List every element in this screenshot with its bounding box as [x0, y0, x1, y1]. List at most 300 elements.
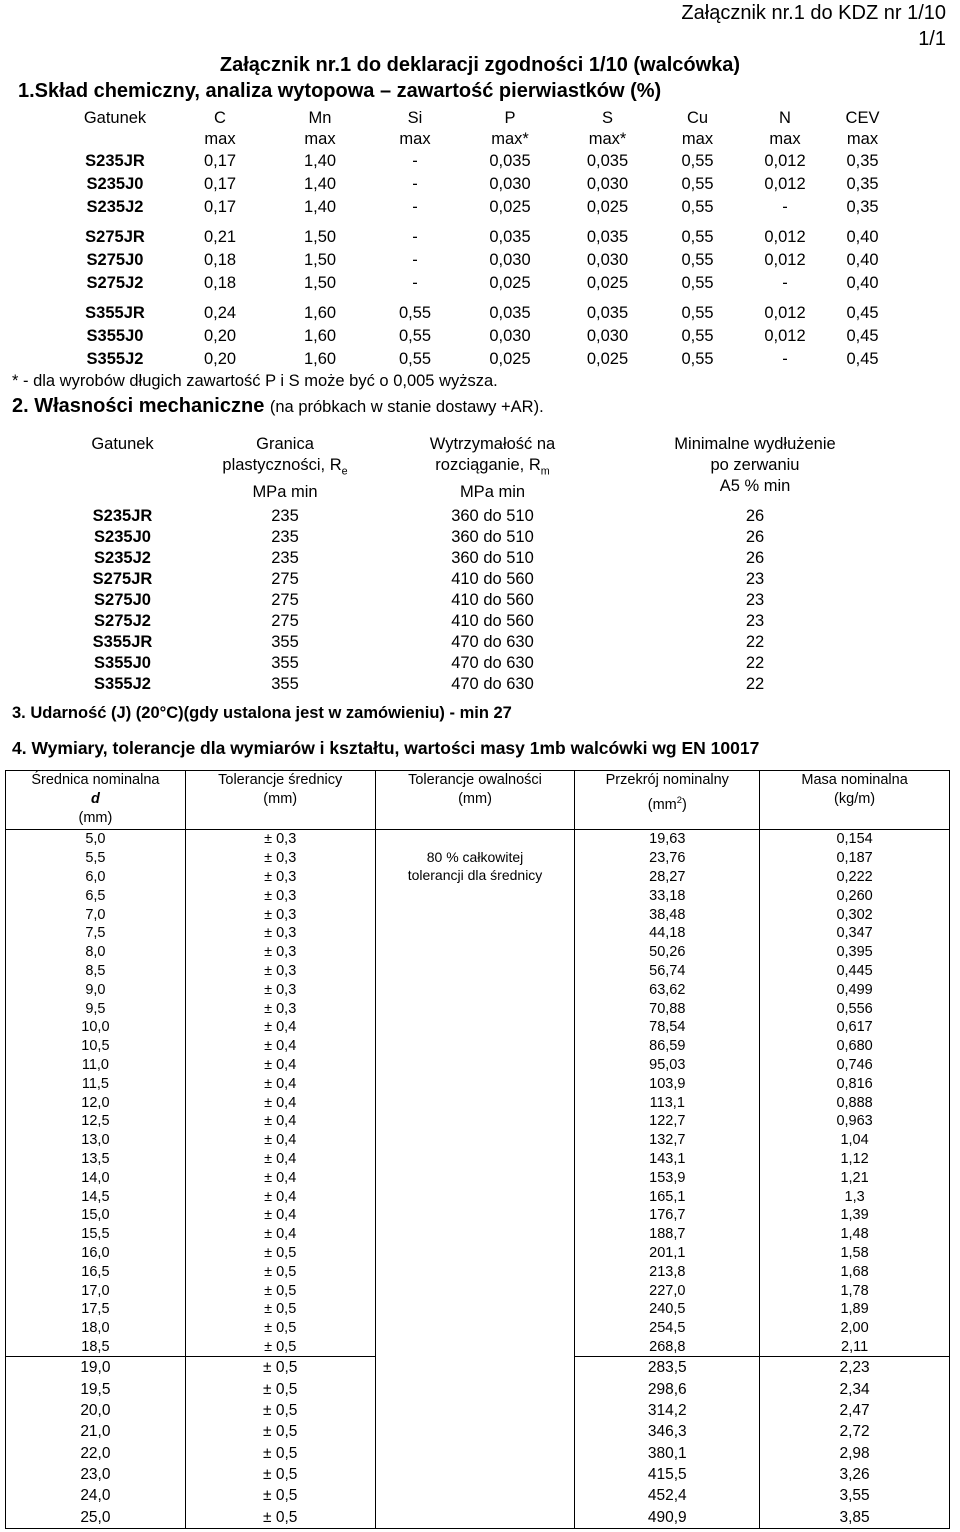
mech-value-cell: 23 [745, 612, 765, 630]
dim-section-cell: 23,76 [575, 849, 760, 868]
dim-header-line: Tolerancje owalności [408, 772, 542, 788]
mech-value-cell: 235 [271, 507, 299, 525]
dim-section-cell: 78,54 [575, 1018, 760, 1037]
dim-tolerance-cell: ± 0,5 [185, 1485, 375, 1506]
subscript: m [540, 465, 550, 478]
chem-header-cell: C [214, 109, 226, 127]
mech-grade-cell: S235JR [92, 507, 153, 525]
chemical-note: * - dla wyrobów długich zawartość P i S może być o 0,005 wyższa. [12, 372, 498, 390]
document-title: Załącznik nr.1 do deklaracji zgodności 1/10 (walcówka) [219, 54, 741, 76]
chem-header-cell: P [504, 109, 516, 127]
dim-diameter-cell: 16,5 [6, 1262, 186, 1281]
chem-value-cell: - [412, 251, 418, 269]
dim-section-cell: 103,9 [575, 1074, 760, 1093]
chem-value-cell: - [782, 198, 788, 216]
dim-diameter-cell: 13,0 [6, 1131, 186, 1150]
dim-section-cell: 298,6 [575, 1379, 760, 1400]
dim-tolerance-cell: ± 0,4 [185, 1168, 375, 1187]
mech-header-line: MPa min [459, 483, 526, 502]
section-1-title: 1.Skład chemiczny, analiza wytopowa – zawartość pierwiastków (%) [18, 80, 662, 102]
dim-diameter-cell: 5,5 [6, 849, 186, 868]
dim-diameter-cell: 18,5 [6, 1338, 186, 1357]
dim-diameter-cell: 12,5 [6, 1112, 186, 1131]
chem-value-cell: 0,17 [203, 198, 237, 216]
dim-tolerance-cell: ± 0,5 [185, 1244, 375, 1263]
dim-header-diameter [6, 771, 186, 830]
mech-value-cell: 275 [271, 591, 299, 609]
chem-value-cell: 1,40 [303, 152, 337, 170]
dim-header-line: (kg/m) [834, 791, 876, 807]
chem-header-row [60, 108, 895, 129]
dim-diameter-cell: 11,0 [6, 1056, 186, 1075]
dim-tolerance-cell: ± 0,4 [185, 1112, 375, 1131]
dim-mass-cell: 1,68 [760, 1262, 950, 1281]
dim-mass-cell: 2,11 [760, 1338, 950, 1357]
dim-section-cell: 188,7 [575, 1225, 760, 1244]
dim-mass-cell: 2,72 [760, 1421, 950, 1442]
dim-mass-cell: 0,963 [760, 1112, 950, 1131]
chem-value-cell: 0,55 [398, 350, 432, 368]
chem-subheader-cell: max [399, 130, 431, 148]
dim-diameter-cell: 6,5 [6, 886, 186, 905]
mech-value-cell: 23 [745, 570, 765, 588]
chem-value-cell: 0,40 [846, 274, 879, 292]
chem-value-cell: 0,18 [203, 274, 237, 292]
chem-grade-cell: S275JR [85, 228, 145, 246]
dim-diameter-cell: 8,0 [6, 943, 186, 962]
chem-header-cell: Si [407, 109, 423, 127]
ovality-note-line: tolerancji dla średnicy [407, 867, 543, 883]
chem-grade-cell: S355J0 [86, 327, 144, 345]
section-2-heading: 2. Własności mechaniczne [12, 395, 265, 417]
mech-row [55, 506, 905, 527]
dim-diameter-cell: 18,0 [6, 1319, 186, 1338]
dim-mass-cell: 3,55 [760, 1485, 950, 1506]
chem-value-cell: 0,55 [681, 251, 714, 269]
chem-value-cell: 0,030 [489, 327, 531, 345]
dim-tolerance-cell: ± 0,5 [185, 1357, 375, 1379]
chem-value-cell: 0,55 [681, 152, 714, 170]
dim-mass-cell: 1,3 [760, 1187, 950, 1206]
dim-section-cell: 86,59 [575, 1037, 760, 1056]
chem-row [60, 302, 895, 325]
dim-section-cell: 452,4 [575, 1485, 760, 1506]
dim-tolerance-cell: ± 0,5 [185, 1319, 375, 1338]
mech-value-cell: 26 [745, 507, 765, 525]
chem-value-cell: 0,012 [764, 175, 806, 193]
chem-value-cell: 1,50 [303, 228, 337, 246]
dim-diameter-cell: 14,0 [6, 1168, 186, 1187]
chem-value-cell: 0,012 [764, 228, 806, 246]
chem-value-cell: 0,55 [681, 350, 714, 368]
chem-value-cell: - [412, 274, 418, 292]
dim-mass-cell: 0,746 [760, 1056, 950, 1075]
dim-section-cell: 201,1 [575, 1244, 760, 1263]
dim-diameter-cell: 12,0 [6, 1093, 186, 1112]
chem-header-cell: S [601, 109, 613, 127]
mech-value-cell: 470 do 630 [451, 633, 534, 651]
dim-mass-cell: 2,34 [760, 1379, 950, 1400]
chem-header-cell: Gatunek [83, 109, 147, 127]
mech-header-line: Wytrzymałość na [429, 435, 556, 453]
mech-value-cell: 355 [271, 633, 299, 651]
chem-value-cell: 0,40 [846, 251, 879, 269]
dim-diameter-cell: 25,0 [6, 1506, 186, 1528]
dim-diameter-cell: 6,0 [6, 868, 186, 887]
chem-value-cell: 1,50 [303, 274, 337, 292]
dim-section-cell: 95,03 [575, 1056, 760, 1075]
dim-section-cell: 153,9 [575, 1168, 760, 1187]
chem-value-cell: 0,35 [846, 198, 879, 216]
dim-mass-cell: 1,12 [760, 1150, 950, 1169]
dim-tolerance-cell: ± 0,5 [185, 1379, 375, 1400]
dim-section-cell: 380,1 [575, 1443, 760, 1464]
dim-header-line: Przekrój nominalny [605, 772, 729, 788]
chem-value-cell: 0,035 [489, 304, 531, 322]
dim-diameter-cell: 16,0 [6, 1244, 186, 1263]
mech-header-line: plastyczności, $R_e$ [222, 456, 348, 478]
dim-mass-cell: 0,617 [760, 1018, 950, 1037]
mech-value-cell: 275 [271, 612, 299, 630]
chem-value-cell: 1,40 [303, 175, 337, 193]
dim-mass-cell: 1,58 [760, 1244, 950, 1263]
mech-grade-cell: S355JR [92, 633, 153, 651]
dim-diameter-cell: 11,5 [6, 1074, 186, 1093]
dim-tolerance-cell: ± 0,4 [185, 1206, 375, 1225]
mech-grade-cell: S235J0 [94, 528, 151, 546]
dim-section-cell: 28,27 [575, 868, 760, 887]
mech-header-yield [190, 434, 380, 506]
dim-diameter-cell: 7,0 [6, 905, 186, 924]
dim-mass-cell: 2,23 [760, 1357, 950, 1379]
mech-row [55, 611, 905, 632]
dim-diameter-cell: 8,5 [6, 962, 186, 981]
mech-header-line: A5 % min [719, 477, 791, 495]
mech-value-cell: 22 [745, 654, 765, 672]
dim-section-cell: 254,5 [575, 1319, 760, 1338]
chem-group-gap [60, 219, 895, 226]
chem-subheader-cell: max* [588, 130, 627, 148]
dim-header-ovality-tol [375, 771, 575, 830]
mech-row [55, 653, 905, 674]
mech-value-cell: 235 [271, 549, 299, 567]
chem-grade-cell: S235JR [85, 152, 145, 170]
dim-diameter-cell: 10,5 [6, 1037, 186, 1056]
dim-header-mass [760, 771, 950, 830]
chem-value-cell: 0,55 [681, 274, 714, 292]
chem-value-cell: 0,035 [489, 152, 531, 170]
mech-value-cell: 360 do 510 [451, 528, 534, 546]
chem-subheader-cell: max [204, 130, 236, 148]
mech-header-line: rozciąganie, $R_m$ [435, 456, 550, 478]
mech-grade-cell: S355J0 [94, 654, 151, 672]
ovality-note [376, 830, 575, 884]
dim-tolerance-cell: ± 0,4 [185, 1150, 375, 1169]
dim-diameter-cell: 19,5 [6, 1379, 186, 1400]
chem-value-cell: 0,18 [203, 251, 237, 269]
chem-value-cell: 0,17 [203, 152, 237, 170]
chem-value-cell: 0,030 [489, 251, 531, 269]
mech-grade-cell: S355J2 [94, 675, 151, 693]
chem-value-cell: 0,025 [586, 350, 629, 368]
chem-header-cell: N [779, 109, 791, 127]
dim-section-cell: 113,1 [575, 1093, 760, 1112]
chem-value-cell: 0,20 [203, 350, 237, 368]
mech-value-cell: 26 [745, 549, 765, 567]
dim-diameter-cell: 5,0 [6, 830, 186, 849]
chem-row [60, 196, 895, 219]
chem-gap-cell [60, 219, 895, 226]
dim-header-section [575, 771, 760, 830]
dim-header-diam-tol [185, 771, 375, 830]
chem-value-cell: 0,55 [681, 175, 714, 193]
dim-mass-cell: 2,47 [760, 1400, 950, 1421]
chem-grade-cell: S235J0 [86, 175, 144, 193]
chem-value-cell: 0,45 [846, 327, 879, 345]
dim-diameter-cell: 9,0 [6, 980, 186, 999]
superscript: 2 [676, 794, 682, 805]
mechanical-properties-table [55, 434, 905, 695]
dim-section-cell: 143,1 [575, 1150, 760, 1169]
chem-value-cell: 0,55 [398, 304, 432, 322]
chem-value-cell: 0,012 [764, 327, 806, 345]
mech-value-cell: 355 [271, 675, 299, 693]
dim-row [6, 830, 950, 849]
chem-value-cell: 0,035 [489, 228, 531, 246]
dim-header-line: Średnica nominalna [31, 772, 160, 788]
dim-diameter-cell: 15,5 [6, 1225, 186, 1244]
chem-grade-cell: S275J2 [86, 274, 144, 292]
chem-gap-cell [60, 295, 895, 302]
mech-header-tensile [380, 434, 605, 506]
chem-row [60, 226, 895, 249]
dim-diameter-cell: 14,5 [6, 1187, 186, 1206]
mech-value-cell: 26 [745, 528, 765, 546]
mech-value-cell: 23 [745, 591, 765, 609]
chem-value-cell: 0,21 [203, 228, 237, 246]
dim-mass-cell: 1,48 [760, 1225, 950, 1244]
chem-value-cell: 0,17 [203, 175, 237, 193]
mech-grade-cell: S275J0 [94, 591, 151, 609]
chem-value-cell: 0,55 [681, 198, 714, 216]
dim-section-cell: 176,7 [575, 1206, 760, 1225]
chem-row [60, 150, 895, 173]
chem-value-cell: 0,030 [586, 251, 629, 269]
dim-tolerance-cell: ± 0,3 [185, 886, 375, 905]
mech-row [55, 590, 905, 611]
chem-row [60, 325, 895, 348]
chem-value-cell: 0,45 [846, 350, 879, 368]
dim-tolerance-cell: ± 0,4 [185, 1056, 375, 1075]
mech-value-cell: 410 do 560 [451, 612, 534, 630]
dim-section-cell: 38,48 [575, 905, 760, 924]
chem-subheader-cell: max [304, 130, 336, 148]
impact-strength-line: 3. Udarność (J) (20°C)(gdy ustalona jest w zamówieniu) - min 27 [12, 704, 512, 722]
chem-value-cell: 0,012 [764, 152, 806, 170]
dim-section-cell: 50,26 [575, 943, 760, 962]
dim-tolerance-cell: ± 0,3 [185, 924, 375, 943]
mech-header-line: Granica [256, 435, 314, 453]
chem-row [60, 249, 895, 272]
chem-grade-cell: S235J2 [86, 198, 144, 216]
chem-value-cell: - [782, 350, 788, 368]
dim-tolerance-cell: ± 0,5 [185, 1506, 375, 1528]
chem-subheader-cell: max [846, 130, 879, 148]
mech-row [55, 674, 905, 695]
mech-header-line: Minimalne wydłużenie [674, 435, 836, 453]
chem-value-cell: 0,40 [846, 228, 879, 246]
mech-value-cell: 470 do 630 [451, 654, 534, 672]
dim-section-cell: 63,62 [575, 980, 760, 999]
dim-mass-cell: 0,816 [760, 1074, 950, 1093]
mech-grade-cell: S235J2 [94, 549, 151, 567]
mech-value-cell: 22 [745, 633, 765, 651]
chem-value-cell: - [782, 274, 788, 292]
dim-diameter-cell: 10,0 [6, 1018, 186, 1037]
dim-section-cell: 122,7 [575, 1112, 760, 1131]
chem-subheader-cell: max* [491, 130, 529, 148]
dim-tolerance-cell: ± 0,4 [185, 1093, 375, 1112]
dim-tolerance-cell: ± 0,4 [185, 1131, 375, 1150]
chem-subheader-cell: max [769, 130, 801, 148]
mech-header-line: MPa min [252, 483, 318, 502]
dim-mass-cell: 0,302 [760, 905, 950, 924]
dim-mass-cell: 0,680 [760, 1037, 950, 1056]
dim-section-cell: 415,5 [575, 1464, 760, 1485]
mech-header-grade: Gatunek [91, 435, 154, 453]
chem-value-cell: 0,35 [846, 175, 879, 193]
dim-diameter-cell: 15,0 [6, 1206, 186, 1225]
dim-section-cell: 33,18 [575, 886, 760, 905]
chem-value-cell: 0,025 [489, 274, 531, 292]
dim-mass-cell: 0,347 [760, 924, 950, 943]
dim-diameter-cell: 20,0 [6, 1400, 186, 1421]
mech-value-cell: 355 [271, 654, 299, 672]
dim-section-cell: 213,8 [575, 1262, 760, 1281]
chem-grade-cell: S355J2 [86, 350, 144, 368]
chem-value-cell: 0,030 [586, 327, 629, 345]
dim-mass-cell: 0,154 [760, 830, 950, 849]
chem-value-cell: 0,025 [489, 350, 531, 368]
chem-value-cell: 0,55 [681, 228, 714, 246]
chem-grade-cell: S275J0 [86, 251, 144, 269]
dim-mass-cell: 1,78 [760, 1281, 950, 1300]
dim-diameter-cell: 21,0 [6, 1421, 186, 1442]
chem-value-cell: 0,035 [586, 152, 629, 170]
chem-value-cell: - [412, 198, 418, 216]
dim-section-cell: 314,2 [575, 1400, 760, 1421]
dim-header-line: (mm) [263, 791, 298, 807]
chem-row [60, 173, 895, 196]
dim-diameter-cell: 23,0 [6, 1464, 186, 1485]
dim-mass-cell: 2,98 [760, 1443, 950, 1464]
dim-mass-cell: 0,445 [760, 962, 950, 981]
dim-diameter-cell: 13,5 [6, 1150, 186, 1169]
chem-row [60, 348, 895, 371]
mech-value-cell: 360 do 510 [451, 549, 534, 567]
chem-value-cell: 0,030 [489, 175, 531, 193]
mech-row [55, 632, 905, 653]
section-2-note: (na próbkach w stanie dostawy +AR). [269, 398, 544, 416]
mech-header-line: po zerwaniu [710, 456, 800, 474]
dimensions-table [5, 770, 950, 1529]
subscript: e [341, 465, 348, 478]
chemical-composition-table [60, 108, 895, 371]
chem-value-cell: 1,50 [303, 251, 337, 269]
dim-section-cell: 165,1 [575, 1187, 760, 1206]
dim-tolerance-cell: ± 0,4 [185, 1187, 375, 1206]
dim-mass-cell: 0,888 [760, 1093, 950, 1112]
attachment-kdz-label: Załącznik nr.1 do KDZ nr 1/10 [681, 2, 946, 24]
dim-header-line: $(mm^2)$ [647, 794, 687, 813]
dim-tolerance-cell: ± 0,3 [185, 999, 375, 1018]
dim-tolerance-cell: ± 0,5 [185, 1300, 375, 1319]
chem-header-cell: Cu [686, 109, 709, 127]
dim-header-line: Tolerancje średnicy [218, 772, 343, 788]
dim-mass-cell: 1,21 [760, 1168, 950, 1187]
chem-value-cell: 1,60 [303, 327, 337, 345]
dim-diameter-cell: 17,5 [6, 1300, 186, 1319]
dim-mass-cell: 0,395 [760, 943, 950, 962]
mech-row [55, 527, 905, 548]
dim-header-line: (mm) [78, 810, 113, 826]
dim-section-cell: 490,9 [575, 1506, 760, 1528]
ovality-note-line: 80 % całkowitej [426, 849, 524, 865]
dim-section-cell: 132,7 [575, 1131, 760, 1150]
dim-mass-cell: 1,89 [760, 1300, 950, 1319]
chem-header-cell: Mn [308, 109, 332, 127]
chem-value-cell: - [412, 175, 418, 193]
chem-grade-cell: S355JR [85, 304, 145, 322]
chem-subheader-row [60, 129, 895, 150]
dim-mass-cell: 0,187 [760, 849, 950, 868]
mech-value-cell: 470 do 630 [451, 675, 534, 693]
mech-grade-cell: S275JR [92, 570, 153, 588]
chem-value-cell: 0,35 [846, 152, 879, 170]
dim-diameter-cell: 17,0 [6, 1281, 186, 1300]
chem-value-cell: 0,030 [586, 175, 629, 193]
chem-value-cell: 0,035 [586, 304, 629, 322]
mech-value-cell: 235 [271, 528, 299, 546]
dim-mass-cell: 0,556 [760, 999, 950, 1018]
dim-mass-cell: 3,85 [760, 1506, 950, 1528]
dim-diameter-cell: 9,5 [6, 999, 186, 1018]
chem-value-cell: 0,025 [489, 198, 531, 216]
mech-value-cell: 360 do 510 [451, 507, 534, 525]
dim-diameter-cell: 24,0 [6, 1485, 186, 1506]
dim-tolerance-cell: ± 0,5 [185, 1464, 375, 1485]
chem-value-cell: 0,24 [203, 304, 237, 322]
dim-section-cell: 283,5 [575, 1357, 760, 1379]
dim-tolerance-cell: ± 0,5 [185, 1400, 375, 1421]
dim-tolerance-cell: ± 0,3 [185, 849, 375, 868]
dim-section-cell: 346,3 [575, 1421, 760, 1442]
mech-header-elongation [605, 434, 905, 506]
chem-subheader-cell [60, 129, 170, 150]
dim-section-cell: 268,8 [575, 1338, 760, 1357]
chem-value-cell: 0,55 [681, 327, 714, 345]
dim-header-line: Masa nominalna [801, 772, 908, 788]
chem-header-cell: CEV [845, 109, 880, 127]
chem-value-cell: - [412, 152, 418, 170]
chem-group-gap [60, 295, 895, 302]
chem-value-cell: 0,012 [764, 251, 806, 269]
dim-mass-cell: 0,499 [760, 980, 950, 999]
dim-tolerance-cell: ± 0,3 [185, 830, 375, 849]
dim-section-cell: 56,74 [575, 962, 760, 981]
chem-value-cell: 1,60 [303, 304, 337, 322]
chem-subheader-cell: max [681, 130, 714, 148]
